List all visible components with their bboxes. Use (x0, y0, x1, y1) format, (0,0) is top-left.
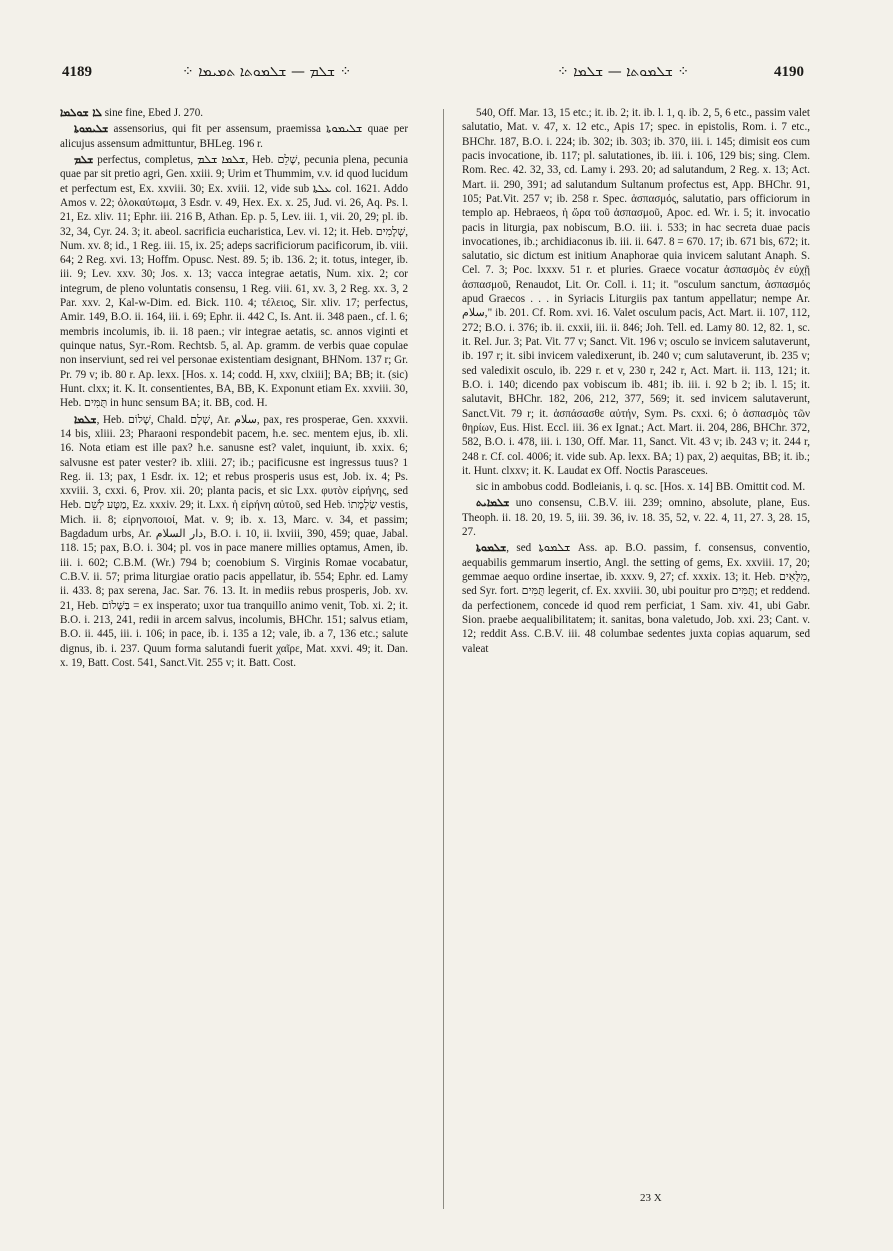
column-divider (443, 109, 444, 1209)
dictionary-entry (60, 122, 408, 151)
right-page-number: 4190 (774, 64, 804, 80)
entry-text: sine fine, Ebed J. 270. (101, 107, 204, 119)
right-running-title: ⁘ ܫܠܡܘܬܐ — ܫܠܡܐ ⁘ (557, 64, 690, 80)
running-header (62, 64, 804, 88)
dictionary-entry (462, 106, 810, 478)
entry-text: , sed ܫܠܡܘܬܐ Ass. ap. B.O. passim, f. consensus, conventio, aequabilis gemmarum insertio, Angl. the setting of gems, Ex. xxviii. 17, 20; gemmae aequo ordine insertae, ib. xxxv. 9, 27; cf. xxxix. 13; it. Heb. מִלֻּאִים, sed Syr. fort. תֻּמִּים legerit, cf. Ex. xxviii. 30, ubi pouitur pro תֻּמִּים; et reddend. da perfectionem, concede id quod rem perficiat, 1 Sam. xiv. 41, ubi Gabr. Sion. praebe aequalibilitatem; it. sanitas, bona valetudo, Job. xxi. 23; Cant. v. 12; reddit Ass. C.B.V. iii. 48 columbae sedentes juxta copias aquarum, sed valeat (462, 542, 810, 655)
entry-text: , Heb. שָׁלוֹם, Chald. שְׁלָם, Ar. سلام, pax, res prosperae, Gen. xxxvii. 14 bis, xliii. 23; Pharaoni respondebit pacem, h.e. sec. mentem ejus, ib. xli. 16. Nota etiam est ille pax? h.e. sanusne est? valet, inquiunt, ib. xxix. 6; salvusne est pater vester? ib. xliii. 27; ib.; pacificusne est ingressus tuus? 1 Reg. ii. 13; pax, 1 Esdr. ix. 12; et rebus prosperis usus est, Job. ix. 4; Ps. xxviii. 3, cxxi. 6, Prov. xii. 20; planta pacis, et sic Lxx. φυτὸν εἰρήνης, sed Heb. מַטָּע לְשֵׁם, Ez. xxxiv. 29; it. Lxx. ἡ εἰρήνη αὐτοῦ, sed Heb. שַׂלְמָתוֹ vestis, Mich. ii. 8; εἰρηνοποιοί, Mat. v. 9; ib. x. 13, Marc. v. 34, et passim; Bagdadum urbs, Ar. دار السلام, B.O. i. 10, ii. lxviii, 390, 459; quae, Jabal. 118. 15; pax, B.O. i. 304; pl. vos in pace manere millies optamus, Amen, ib. iii. i. 602; C.B.M. (Wr.) 794 b; coenobium S. Virginis Romae vocabatur, C.B.V. ii. 57; prima liturgiae oratio pacis appellatur, ib. 554; Ephr. ed. Lamy ii. 433. 8; pax serena, Jac. Sar. 76. 13. It. in mediis rebus prosperis, Job. xv. 21, Heb. בַּשָּׁלוֹם = ex insperato; uxor tua tranquillo animo venit, Tob. xi. 2; it. B.O. i. 213, 241, redii in arcem salvus, incolumis, BHChr. 151; salvus etiam, B.O. ii. 445, iii. i. 106; in pace, ib. i. 135 a 12; vale, ib. a 7, 136 etc.; salute dignus, ib. i. 237. Quum forma salutandi fuerit χαῖρε, Mat. xxvi. 49; it. Dan. x. 19, Batt. Cost. 541, Sanct.Vit. 255 v; it. Batt. Cost. (60, 413, 408, 669)
entry-headword: ܫܠܡ (74, 153, 94, 166)
left-column (60, 106, 408, 1226)
signature-mark: 23 X (640, 1192, 662, 1204)
left-running-title: ⁘ ܫܠܡ — ܫܠܡܘܬܐ ܬܡܝܡܐ ⁘ (182, 64, 352, 80)
entry-headword: ܫܠܝܡܘܬܐ (74, 123, 109, 136)
dictionary-entry (60, 413, 408, 671)
right-column (462, 106, 810, 1226)
dictionary-entry (462, 496, 810, 539)
dictionary-entry (462, 541, 810, 656)
entry-text: sic in ambobus codd. Bodleianis, i. q. sc. [Hos. x. 14] BB. Omittit cod. M. (476, 481, 806, 494)
left-page-number: 4189 (62, 64, 92, 80)
entry-headword: ܫܠܡܐ (74, 413, 97, 426)
dictionary-entry (462, 480, 810, 494)
entry-text: 540, Off. Mar. 13, 15 etc.; it. ib. 2; it. ib. l. 1, q. ib. 2, 5, 6 etc., passim valet salutatio, Mat. v. 47, x. 12 etc., Apis 17; spec. in epistolis, Rom. i. 7 etc., BHChr. 187, B.O. i. 224; ib. 302; ib. 303; ib. 370, iii. i. 145; dimisit eos cum pacis invocatione, ib. 117; pl. salutationes, ib. iii. i. 106, 129 bis; sing. Clem. Rom. Rec. 42. 32, 33, cd. Lamy i. 293. 20; ad salutandum, 2 Reg. x. 13; Act. Mart. ii. 290, 391; ad salutandum Sultanum profectus est, App. BHChr. 91, 105; Pat.Vit. 257 v; ib. 258 r. Spec. ἀσπασμός, salutatio, pars officiorum in templo ap. Hebraeos, ἡ ὥρα τοῦ ἀσπασμοῦ, Apoc. ed. Wr. i. 5; it. invocatio pacis in liturgia, pax nobiscum, B.O. iii. i. 533; in hac secreta duae pacis invocationes, ib.; archidiaconus ib. iii. ii. 647. 8 = 670. 17; ib. 671 bis, 672; it. salutatio, sic dictum est initium Anaphorae quia invicem salutant Anaph. S. Cel. 7. 3; Poc. lxxxv. 51 r. et pluries. Graece vocatur ἀσπασμὸς ἐν εὐχῇ ἀσπασμοῦ, Renaudot, Lit. Or. Coll. i. 11; it. "osculum sanctum, ἀσπασμός apud Graecos . . . in Syriacis Liturgiis pax tantum appellatur; nempe Ar. سلام," ib. 201. Cf. Rom. xvi. 16. Valet osculum pacis, Act. Mart. ii. 107, 112, 272; B.O. i. 376; ib. ii. cxxii, iii. ii. 846; Joh. Tell. ed. Lamy 80. 12, 82. 1, sc. it. Rel. Jur. 3; Pat. Vit. 77 v; Sanct. Vit. 196 v; osculo se invicem salutaverunt, ib. 197 r; it. sibi invicem valedixerunt, ib. 240 v; cum salutaverunt, ib. 235 v; sed valedixit osculo, ib. 229 r. et v, 230 r, 242 r, Act. Mart. ii. 113, 121; it. B.O. i. 140; dicendo pax vobiscum ib. 481; ib. iii. i. 92 b 2; ib. l. 15; it. salutavit, BHChr. 182, 206, 212, 377, 569; it. sed invicem salutaverunt, Sanct.Vit. 79 r; it. ἀσπάσασθε αὐτήν, Sym. Ps. cxxi. 6; ὁ ἀσπασμὸς τῶν θηρίων, Eus. Hist. Eccl. iii. 36 ex Ignat.; Act. Mart. ii. 204, 286, BHChr. 372, 582, B.O. i. 478, iii. i. 130, Off. Mar. 11, Sanct. Vit. 43 v; ib. 243 v; it. 244 r, 248 r. Cf. col. 4006; it. vide sub. Ap. lexx. BA; 1) pax, 2) aequitas, BB; it. ib.; it. Hunt. clxxv; it. K. Laudat ex Off. Noctis Parasceues. (462, 107, 810, 477)
entry-headword: ܠܐ ܫܘܠܡܐ (60, 107, 102, 119)
entry-text: uno consensu, C.B.V. iii. 239; omnino, absolute, plane, Eus. Theoph. ii. 18. 20, 19. 5, iii. 39. 36, iv. 18. 35, 52, v. 22. 4, 11, 27. 3, 28. 15, 27. (462, 497, 810, 539)
dictionary-entry (60, 153, 408, 411)
entry-headword: ܫܠܡܐܝܬ (476, 497, 510, 510)
entry-headword: ܫܠܡܘܬܐ (476, 542, 507, 555)
entry-text: assensorius, qui fit per assensum, praemissa ܫܠܝܡܘܬܐ quae per alicujus assensum admittuntur, BHLeg. 196 r. (60, 123, 408, 150)
dictionary-entry (60, 106, 408, 120)
entry-text: perfectus, completus, ܫܠܡܐ ܫܠܡ, Heb. שָׁלֵם, pecunia plena, pecunia quae par sit pretio agri, Gen. xxiii. 9; Urim et Thummim, v.v. id quod lucidum et perfectum est, Ex. xxviii. 30; Ex. xviii. 12, vide sub ܥܠܬܐ col. 1621. Addo Amos v. 22; ὁλοκαύτωμα, 3 Esdr. v. 49, Hex. Ex. x. 25, Jud. vi. 26, Aq. Ps. l. 21, Ez. xliv. 11; Ephr. iii. 216 B, Athan. Ep. p. 5, Lev. iii. 1, vii. 20, 29; pl. ib. 32, 34, Cyr. 24. 3; it. abeol. sacrificia eucharistica, Lev. vi. 12; it. Heb. שְׁלָמִים, Num. xv. 8; id., 1 Reg. iii. 15, ix. 25; adeps sacrificiorum pacificorum, ib. viii. 64; 2 Reg. xvi. 13; Hoffm. Opusc. Nest. 89. 5; ib. 136. 2; it. totus, integer, ib. iii. 9; Lev. xxv. 30; Jos. x. 13; vacca integrae aetatis, Num. xix. 2; cor integrum, de pleno voluntatis consensu, 1 Reg. viii. 61, xv. 3, 2 Reg. xx. 3, 2 Par. xxv. 2, Kal-w-Dim. ed. Bick. 110. 4; τέλειος, Sir. xliv. 17; perfectus, Amir. 149, B.O. ii. 164, iii. i. 69; Ephr. ii. 442 C, Is. Ant. ii. 348 paen., cf. l. 6; membris incolumis, ib. ii. 18 paen.; vir integrae aetatis, sc. annos viginti et quinque natus, Syr.-Rom. Rechtsb. 5, al. Ap. gramm. de verbis quae copulae non inserviunt, sed rei vel personae existentiam designant, BHNom. 137 r; Gr. Pr. 79 v; ib. 80 r. Ap. lexx. [Hos. x. 14; codd. H, xxv, clxiii]; BA; BB; it. (sic) Hunt. clxx; it. K. It. consentientes, BA, BB, K. Exponunt etiam Ex. xxviii. 30, Heb. תֻּמִּים in hunc sensum BA; it. BB, cod. H. (60, 153, 408, 410)
